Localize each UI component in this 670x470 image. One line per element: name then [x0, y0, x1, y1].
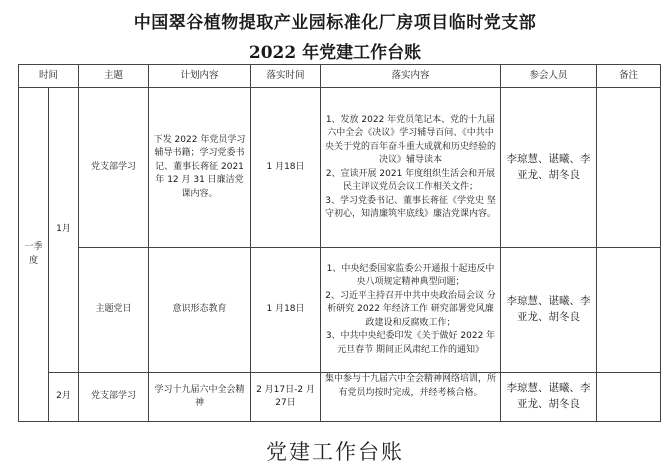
table-row: [19, 248, 661, 373]
attendees-cell: 李琼慧、谌曦、李亚龙、胡冬良: [501, 88, 597, 248]
topic-cell: 党支部学习: [79, 373, 149, 422]
topic-cell: 主题党日: [79, 248, 149, 373]
content-item: 1、中央纪委国家监委公开通报十起违反中央八项规定精神典型问题；: [326, 263, 495, 288]
header-plan: 计划内容: [149, 65, 251, 88]
content-item: 1、发放 2022 年党员笔记本、党的十九届六中全会《决议》学习辅导百问、《中共中央关于党的百年奋斗重大成就和历史经验的决议》辅导读本: [325, 114, 497, 165]
topic-cell: 党支部学习: [79, 88, 149, 248]
content-cell: [321, 88, 501, 248]
content-item: 3、学习党委书记、董事长蒋征《学党史 坚守初心，知清廉筑牢底线》廉洁党课内容。: [325, 195, 497, 219]
header-topic: 主题: [79, 65, 149, 88]
plan-cell: 下发 2022 年党员学习辅导书籍；学习党委书记、董事长蒋征 2021 年 12 月 31 日廉洁党课内容。: [149, 88, 251, 248]
document-subtitle: 2022 年党建工作台账: [248, 43, 422, 63]
content-item: 2、宣读开展 2021 年度组织生活会和开展民主评议党员会议工作相关文件；: [325, 168, 496, 192]
plan-cell: 意识形态教育: [149, 248, 251, 373]
header-date: 落实时间: [251, 65, 321, 88]
season-cell: 一季度: [19, 88, 49, 422]
table-row: [19, 373, 661, 422]
note-cell: [597, 88, 661, 248]
note-cell: [597, 248, 661, 373]
content-item: 3、中共中央纪委印发《关于做好 2022 年元旦春节 期间正风肃纪工作的通知》: [325, 331, 496, 355]
date-cell: 1 月18日: [251, 88, 321, 248]
content-cell: [321, 248, 501, 373]
content-item: 2、习近平主持召开中共中央政治局会议 分析研究 2022 年经济工作 研究部署党风廉政建设和反腐败工作；: [325, 290, 496, 328]
month-cell: 1月: [49, 88, 79, 373]
header-time: 时间: [19, 65, 79, 88]
attendees-cell: 李琼慧、谌曦、李亚龙、胡冬良: [501, 373, 597, 422]
attendees-cell: 李琼慧、谌曦、李亚龙、胡冬良: [501, 248, 597, 373]
table-header-row: [19, 65, 661, 88]
note-cell: [597, 373, 661, 422]
header-content: 落实内容: [321, 65, 501, 88]
date-cell: 1 月18日: [251, 248, 321, 373]
document-title: 中国翠谷植物提取产业园标准化厂房项目临时党支部: [133, 13, 537, 33]
ledger-table: [18, 64, 661, 422]
content-cell: [321, 373, 501, 422]
header-note: 备注: [597, 65, 661, 88]
table-row: [19, 88, 661, 248]
content-item: 集中参与十九届六中全会精神网络培训，所有党员均按时完成，并经考核合格。: [325, 374, 497, 398]
plan-cell: 学习十九届六中全会精神: [149, 373, 251, 422]
month-cell: 2月: [49, 373, 79, 422]
date-cell: 2 月17日-2 月27日: [251, 373, 321, 422]
header-people: 参会人员: [501, 65, 597, 88]
footer-caption: 党建工作台账: [266, 440, 404, 464]
